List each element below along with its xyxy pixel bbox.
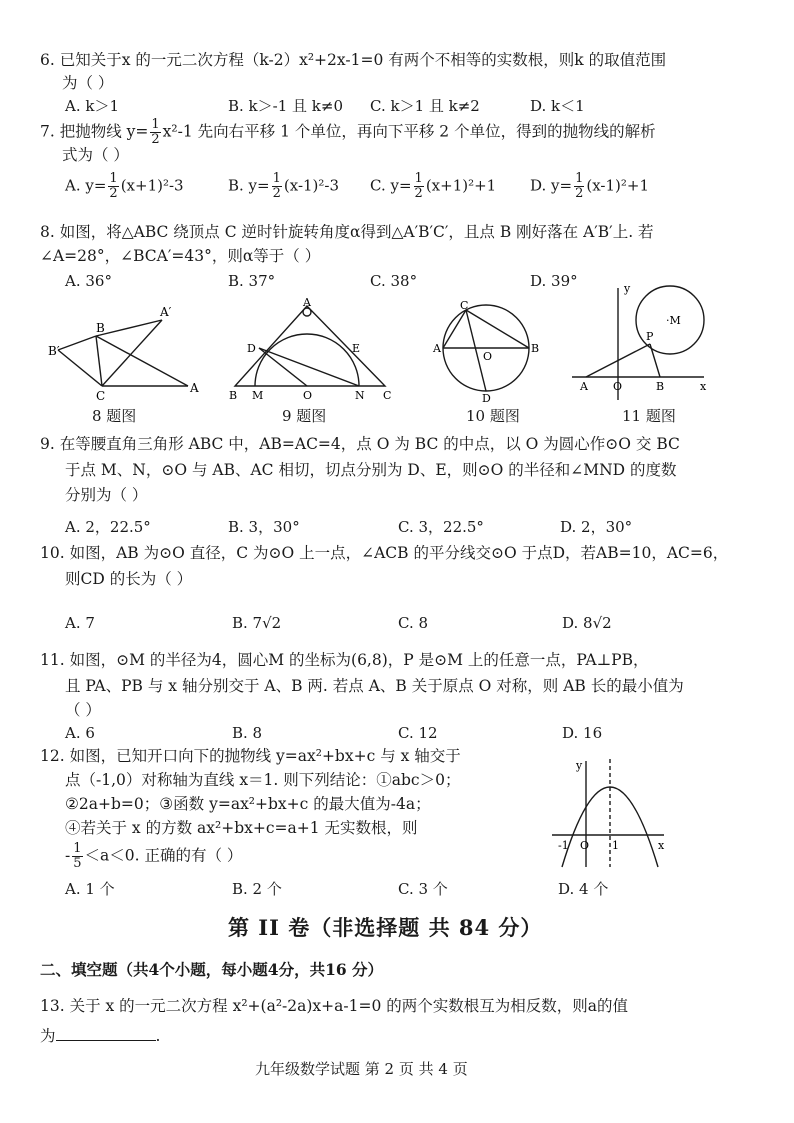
section-title: 第 II 卷（非选择题 共 84 分） [228, 915, 543, 940]
q11-option-a: A. 6 [65, 724, 95, 742]
q11-option-d: D. 16 [562, 724, 603, 742]
q13-text2: 为 . [40, 1027, 161, 1045]
q9-text3: 分别为（ ） [65, 486, 148, 504]
fig9-label-d: D [247, 342, 256, 355]
q7-text: 7. 把抛物线 y= $\frac{1}{2}$ x²-1 先向右平移 1 个单位，再向下平移 2 个单位，得到的抛物线的解析 [40, 117, 656, 147]
fig11-label-x: x [700, 380, 707, 393]
q8-option-a: A. 36° [65, 272, 112, 290]
caption-fig10: 10 题图 [466, 407, 520, 425]
q11-option-c: C. 12 [398, 724, 438, 742]
fig9-label-b: B [229, 389, 238, 402]
q9-option-a: A. 2，22.5° [65, 518, 151, 536]
q10-option-b: B. 7√2 [232, 614, 282, 632]
fig10-label-a: A [433, 342, 441, 355]
q6-option-b: B. k＞-1 且 k≠0 [228, 97, 343, 115]
q6-option-a: A. k＞1 [65, 97, 120, 115]
caption-fig9: 9 题图 [282, 407, 327, 425]
q10-text2: 则CD 的长为（ ） [65, 570, 193, 588]
fig10-label-d: D [482, 392, 491, 404]
q12-text3: ②2a+b=0；③函数 y=ax²+bx+c 的最大值为-4a； [65, 795, 431, 813]
q7-option-b: B. y= $\frac{1}{2}$ (x-1)²-3 [228, 171, 340, 201]
q8-option-b: B. 37° [228, 272, 276, 290]
fig8-label-b-prime: B′ [48, 344, 60, 358]
q12-text5: - $\frac{1}{5}$ ＜a＜0. 正确的有（ ） [65, 841, 243, 871]
figure-11 [568, 282, 710, 404]
figure-9 [225, 296, 395, 404]
q12-option-a: A. 1 个 [65, 880, 115, 898]
q7-option-a: A. y= $\frac{1}{2}$ (x+1)²-3 [65, 171, 184, 201]
q12-option-c: C. 3 个 [398, 880, 448, 898]
q11-text3: （ ） [65, 701, 101, 719]
fig10-label-o: O [483, 350, 493, 363]
q9-option-c: C. 3，22.5° [398, 518, 484, 536]
fig12-label-minus-one: -1 [558, 839, 569, 852]
q13-answer-blank [56, 1026, 156, 1041]
q11-option-b: B. 8 [232, 724, 263, 742]
fig12-label-y: y [576, 759, 583, 772]
q11-text: 11. 如图，⊙M 的半径为4，圆心M 的坐标为(6,8)，P 是⊙M 上的任意一点，PA⊥PB， [40, 651, 649, 669]
fig10-label-b: B [531, 342, 540, 355]
fig8-label-a: A [190, 381, 199, 395]
q8-option-c: C. 38° [370, 272, 418, 290]
fig11-label-a: A [580, 380, 588, 393]
q8-text2: ∠A=28°，∠BCA′=43°，则α等于（ ） [40, 247, 321, 265]
page-footer: 九年级数学试题 第 2 页 共 4 页 [255, 1060, 468, 1078]
fig11-label-o: O [613, 380, 623, 393]
q12-option-b: B. 2 个 [232, 880, 282, 898]
q10-option-c: C. 8 [398, 614, 429, 632]
q10-option-a: A. 7 [65, 614, 95, 632]
q7-text2: 式为（ ） [62, 146, 129, 164]
q9-option-d: D. 2，30° [560, 518, 633, 536]
q8-option-d: D. 39° [530, 272, 578, 290]
fig8-label-b: B [96, 321, 105, 335]
fig8-label-a-prime: A′ [160, 305, 172, 319]
section-part-heading: 二、填空题（共4个小题，每小题4分，共16 分） [40, 960, 384, 979]
q9-option-b: B. 3，30° [228, 518, 300, 536]
q8-text: 8. 如图，将△ABC 绕顶点 C 逆时针旋转角度α得到△A′B′C′，且点 B 刚好落在 A′B′上. 若 [40, 223, 654, 241]
fig9-label-n: N [355, 389, 365, 402]
fig8-label-c: C [96, 389, 106, 403]
q13-text: 13. 关于 x 的一元二次方程 x²+(a²-2a)x+a-1=0 的两个实数根互为相反数，则a的值 [40, 997, 629, 1015]
fig9-label-c: C [383, 389, 392, 402]
fig11-label-p: P [646, 330, 654, 343]
q9-text: 9. 在等腰直角三角形 ABC 中，AB=AC=4，点 O 为 BC 的中点，以 O 为圆心作⊙O 交 BC [40, 435, 680, 453]
q6-text: 6. 已知关于x 的一元二次方程（k-2）x²+2x-1=0 有两个不相等的实数根，则k 的取值范围 [40, 51, 667, 69]
fig9-label-a: A [303, 296, 311, 309]
q12-text: 12. 如图，已知开口向下的抛物线 y=ax²+bx+c 与 x 轴交于 [40, 747, 461, 765]
fig11-label-b: B [656, 380, 665, 393]
q12-option-d: D. 4 个 [558, 880, 609, 898]
q7-option-d: D. y= $\frac{1}{2}$ (x-1)²+1 [530, 171, 649, 201]
caption-fig11: 11 题图 [622, 407, 676, 425]
q9-text2: 于点 M、N，⊙O 与 AB、AC 相切，切点分别为 D、E，则⊙O 的半径和∠MND 的度数 [65, 461, 677, 479]
q6-text2: 为（ ） [62, 74, 114, 92]
fig11-label-m: ·M [666, 314, 681, 327]
q10-text: 10. 如图，AB 为⊙O 直径，C 为⊙O 上一点，∠ACB 的平分线交⊙O 于点D，若AB=10，AC=6， [40, 544, 729, 562]
fig9-label-o: O [303, 389, 313, 402]
q12-text2: 点（-1,0）对称轴为直线 x＝1. 则下列结论：①abc＞0； [65, 771, 461, 789]
fig12-label-x: x [658, 839, 665, 852]
fig12-label-o: O [580, 839, 590, 852]
fig10-label-c: C [460, 299, 469, 312]
q10-option-d: D. 8√2 [562, 614, 612, 632]
figure-12-parabola [548, 755, 670, 873]
q7-option-c: C. y= $\frac{1}{2}$ (x+1)²+1 [370, 171, 497, 201]
fig11-label-y: y [624, 282, 631, 295]
q12-text4: ④若关于 x 的方数 ax²+bx+c=a+1 无实数根，则 [65, 819, 418, 837]
fig9-label-m: M [252, 389, 264, 402]
fig9-label-e: E [352, 342, 361, 355]
q6-option-c: C. k＞1 且 k≠2 [370, 97, 480, 115]
caption-fig8: 8 题图 [92, 407, 137, 425]
q6-option-d: D. k＜1 [530, 97, 585, 115]
figure-10 [430, 298, 542, 404]
figure-8 [48, 300, 208, 404]
fig12-label-one: 1 [612, 839, 619, 852]
q11-text2: 且 PA、PB 与 x 轴分别交于 A、B 两. 若点 A、B 关于原点 O 对称，则 AB 长的最小值为 [65, 677, 684, 695]
